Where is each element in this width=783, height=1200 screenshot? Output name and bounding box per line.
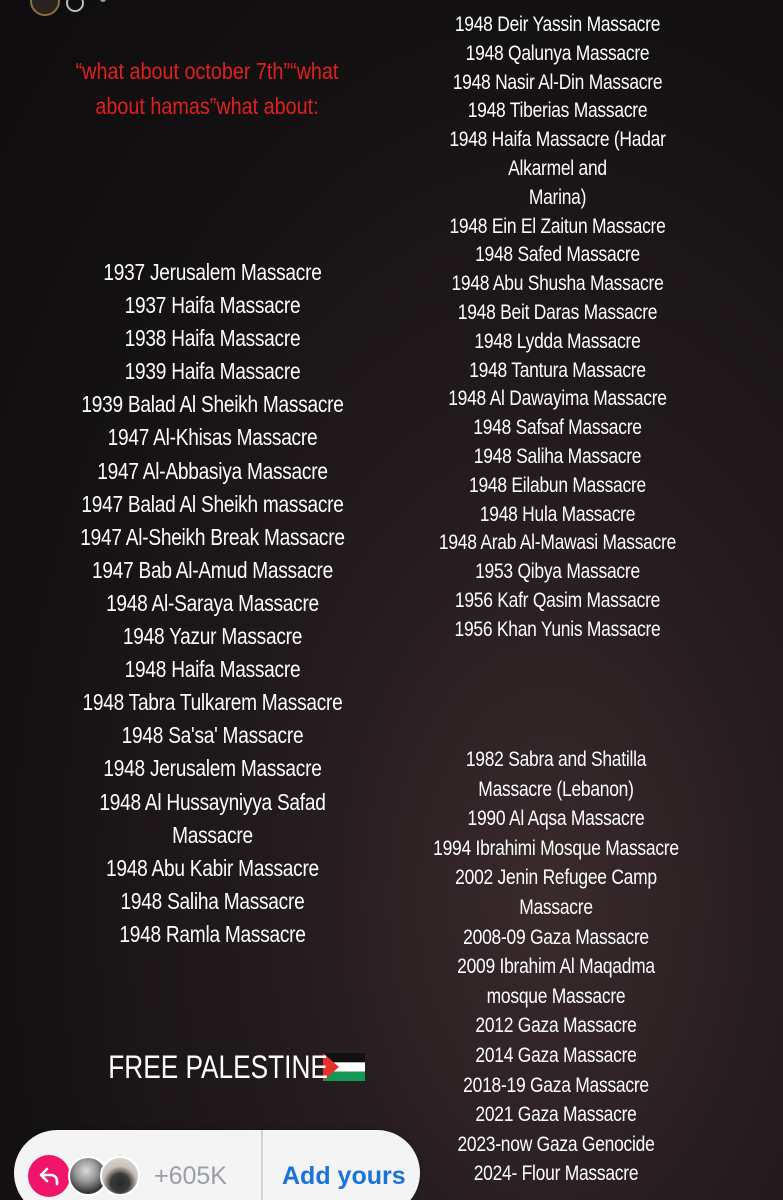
massacre-list-item: 1948 Nasir Al-Din Massacre	[452, 70, 663, 94]
intro-line: what about:	[216, 93, 319, 119]
massacre-list-item: 1948 Abu Shusha Massacre	[451, 272, 664, 296]
massacre-list-item: Massacre (Lebanon)	[478, 777, 634, 801]
right-column-list-bottom	[400, 745, 712, 1189]
massacre-list-item: 1948 Qalunya Massacre	[465, 41, 650, 65]
massacre-list-item: 2024- Flour Massacre	[473, 1162, 639, 1186]
massacre-list-item: 1947 Bab Al-Amud Massacre	[91, 556, 334, 583]
intro-line: “what about hamas”	[95, 58, 339, 119]
massacre-list-item: 1947 Al-Abbasiya Massacre	[97, 457, 328, 484]
free-palestine-text: FREE PALESTINE	[108, 1048, 328, 1085]
massacre-list-item: 1948 Safed Massacre	[475, 243, 640, 267]
massacre-list-item: 2009 Ibrahim Al Maqadma	[457, 955, 655, 979]
share-arrow-icon	[37, 1164, 61, 1188]
free-palestine-caption	[60, 1042, 360, 1089]
massacre-list-item: 1948 Eilabun Massacre	[469, 473, 646, 497]
massacre-list-item: 1948 Tabra Tulkarem Massacre	[82, 689, 343, 716]
right-column-list-top	[410, 11, 705, 645]
share-button[interactable]	[28, 1155, 70, 1197]
massacre-list-item: 1947 Al-Khisas Massacre	[107, 424, 318, 451]
massacre-list-item: mosque Massacre	[486, 984, 626, 1008]
massacre-list-item: 1956 Khan Yunis Massacre	[454, 617, 661, 641]
massacre-list-item: 1948 Beit Daras Massacre	[457, 300, 658, 324]
massacre-list-item: 2023-now Gaza Genocide	[457, 1132, 655, 1156]
massacre-list-item: 1948 Haifa Massacre	[124, 656, 301, 683]
add-yours-button[interactable]: Add yours	[282, 1162, 406, 1190]
massacre-list-item: 1982 Sabra and Shatilla	[465, 748, 647, 771]
massacre-list-item: 1948 Al Hussayniyya Safad	[99, 788, 326, 815]
massacre-list-item: 1939 Haifa Massacre	[124, 358, 301, 385]
massacre-list-item: 1948 Yazur Massacre	[122, 623, 303, 650]
massacre-list-item: 1948 Tiberias Massacre	[467, 99, 648, 123]
palestine-flag-icon	[323, 1053, 365, 1081]
massacre-list-item: Massacre	[172, 821, 253, 848]
massacre-list-item: 1948 Haifa Massacre (Hadar	[449, 128, 666, 152]
massacre-list-item: 1948 Hula Massacre	[479, 502, 636, 526]
massacre-list-item: 1948 Abu Kabir Massacre	[106, 854, 319, 881]
left-column-list	[30, 256, 395, 951]
massacre-list-item: 1956 Kafr Qasim Massacre	[454, 588, 661, 612]
top-avatar[interactable]	[30, 0, 60, 16]
massacre-list-item: 1947 Al-Sheikh Break Massacre	[80, 523, 345, 550]
massacre-list-item: Alkarmel and	[508, 156, 607, 180]
top-status-icon	[66, 0, 84, 12]
massacre-list-item: 1948 Al-Saraya Massacre	[106, 589, 319, 616]
massacre-list-item: Massacre	[519, 895, 593, 919]
massacre-list-item: 1948 Ramla Massacre	[119, 920, 306, 947]
massacre-list-item: 1937 Jerusalem Massacre	[103, 259, 322, 285]
massacre-list-item: 1948 Al Dawayima Massacre	[448, 387, 667, 411]
massacre-list-item: 1948 Ein El Zaitun Massacre	[449, 214, 666, 238]
intro-text	[74, 54, 341, 124]
massacre-list-item: 1948 Saliha Massacre	[473, 444, 642, 468]
massacre-list-item: 2021 Gaza Massacre	[475, 1103, 637, 1127]
massacre-list-item: 2012 Gaza Massacre	[475, 1014, 637, 1038]
massacre-list-item: 1948 Deir Yassin Massacre	[454, 13, 661, 36]
massacre-list-item: 1994 Ibrahimi Mosque Massacre	[433, 836, 679, 860]
participant-avatar[interactable]	[100, 1156, 140, 1196]
massacre-list-item: 1948 Jerusalem Massacre	[103, 755, 322, 782]
massacre-list-item: 2014 Gaza Massacre	[475, 1043, 637, 1067]
sticker-divider	[261, 1130, 263, 1200]
massacre-list-item: 1948 Tantura Massacre	[469, 358, 646, 382]
add-yours-sticker[interactable]	[14, 1130, 420, 1200]
massacre-list-item: 1948 Saliha Massacre	[120, 887, 305, 914]
massacre-list-item: 1937 Haifa Massacre	[124, 292, 301, 319]
massacre-list-item: 1953 Qibya Massacre	[475, 560, 640, 584]
intro-line: “what about october 7th”	[75, 58, 291, 84]
massacre-list-item: 2008-09 Gaza Massacre	[463, 925, 649, 949]
top-status-dot	[100, 0, 106, 2]
massacre-list-item: 2002 Jenin Refugee Camp	[455, 866, 657, 890]
massacre-list-item: 1948 Arab Al-Mawasi Massacre	[438, 531, 677, 555]
massacre-list-item: 1948 Sa'sa' Massacre	[121, 722, 304, 749]
massacre-list-item: 1948 Lydda Massacre	[474, 329, 641, 353]
massacre-list-item: Marina)	[528, 185, 587, 209]
massacre-list-item: 1948 Safsaf Massacre	[473, 416, 642, 440]
massacre-list-item: 1990 Al Aqsa Massacre	[467, 807, 645, 831]
massacre-list-item: 1947 Balad Al Sheikh massacre	[81, 490, 344, 517]
massacre-list-item: 2018-19 Gaza Massacre	[463, 1073, 649, 1097]
massacre-list-item: 1938 Haifa Massacre	[124, 325, 301, 352]
massacre-list-item: 1939 Balad Al Sheikh Massacre	[81, 391, 344, 418]
participant-count: +605K	[154, 1162, 227, 1190]
